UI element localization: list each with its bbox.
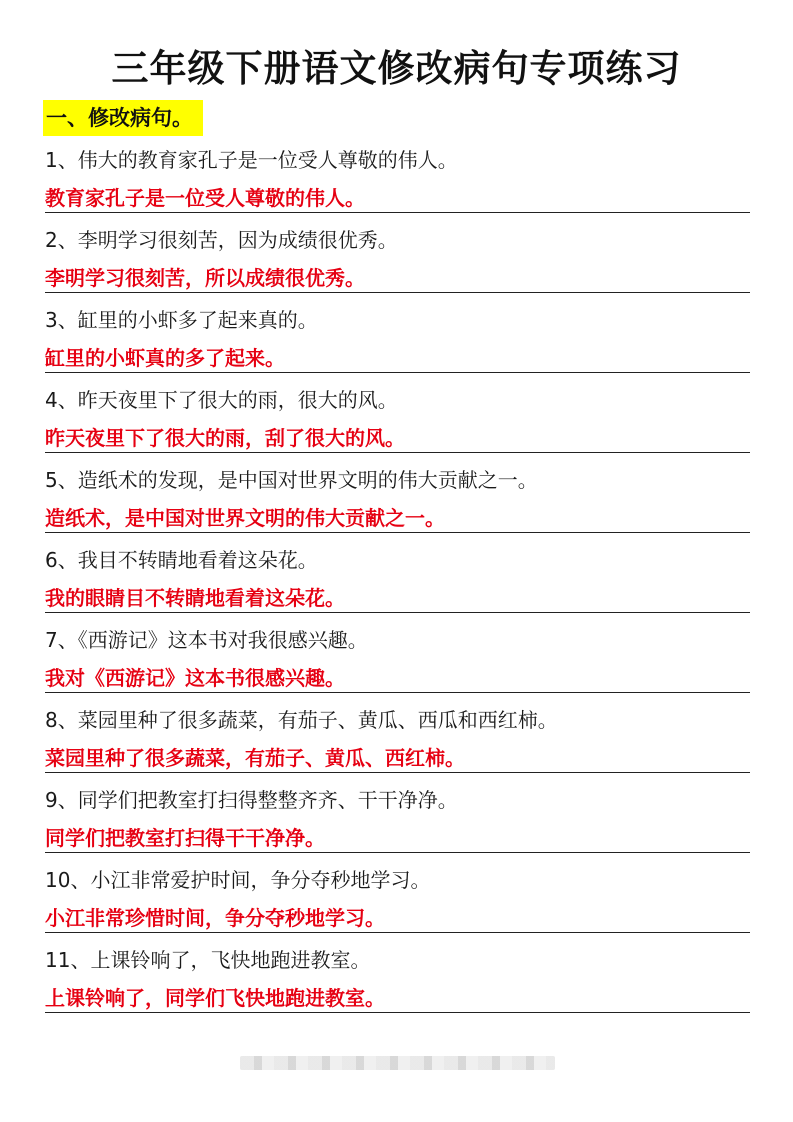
answer-line [45, 532, 750, 533]
exercise-question: 11、上课铃响了，飞快地跑进教室。 [45, 948, 371, 972]
exercise-answer: 菜园里种了很多蔬菜，有茄子、黄瓜、西红柿。 [45, 746, 465, 770]
exercise-answer: 我的眼睛目不转睛地看着这朵花。 [45, 586, 345, 610]
exercise-answer: 李明学习很刻苦，所以成绩很优秀。 [45, 266, 365, 290]
exercise-question: 7、《西游记》这本书对我很感兴趣。 [45, 628, 368, 652]
exercise-item [45, 780, 750, 860]
answer-line [45, 932, 750, 933]
exercise-question: 6、我目不转睛地看着这朵花。 [45, 548, 318, 572]
exercise-item [45, 620, 750, 700]
answer-line [45, 372, 750, 373]
exercise-item [45, 380, 750, 460]
exercise-answer: 同学们把教室打扫得干干净净。 [45, 826, 325, 850]
exercise-answer: 昨天夜里下了很大的雨，刮了很大的风。 [45, 426, 405, 450]
exercise-answer: 小江非常珍惜时间，争分夺秒地学习。 [45, 906, 385, 930]
exercise-item [45, 300, 750, 380]
blurred-footer-watermark [240, 1056, 555, 1070]
exercise-question: 2、李明学习很刻苦，因为成绩很优秀。 [45, 228, 398, 252]
answer-line [45, 212, 750, 213]
exercise-item [45, 460, 750, 540]
exercise-question: 1、伟大的教育家孔子是一位受人尊敬的伟人。 [45, 148, 458, 172]
exercise-item [45, 860, 750, 940]
page-title: 三年级下册语文修改病句专项练习 [111, 47, 682, 90]
exercise-question: 9、同学们把教室打扫得整整齐齐、干干净净。 [45, 788, 458, 812]
exercise-answer: 上课铃响了，同学们飞快地跑进教室。 [45, 986, 385, 1010]
exercise-item [45, 700, 750, 780]
exercise-item [45, 940, 750, 1020]
exercise-item [45, 540, 750, 620]
answer-line [45, 1012, 750, 1013]
answer-line [45, 292, 750, 293]
exercise-question: 5、造纸术的发现，是中国对世界文明的伟大贡献之一。 [45, 468, 538, 492]
answer-line [45, 692, 750, 693]
answer-line [45, 612, 750, 613]
exercise-question: 4、昨天夜里下了很大的雨，很大的风。 [45, 388, 398, 412]
exercise-answer: 缸里的小虾真的多了起来。 [45, 346, 285, 370]
exercise-item [45, 220, 750, 300]
exercise-question: 8、菜园里种了很多蔬菜，有茄子、黄瓜、西瓜和西红柿。 [45, 708, 558, 732]
exercise-answer: 造纸术，是中国对世界文明的伟大贡献之一。 [45, 506, 445, 530]
exercise-answer: 我对《西游记》这本书很感兴趣。 [45, 666, 345, 690]
exercise-list [45, 140, 750, 1020]
exercise-question: 3、缸里的小虾多了起来真的。 [45, 308, 318, 332]
exercise-item [45, 140, 750, 220]
answer-line [45, 852, 750, 853]
exercise-question: 10、小江非常爱护时间，争分夺秒地学习。 [45, 868, 431, 892]
answer-line [45, 772, 750, 773]
section-heading: 一、修改病句。 [43, 100, 203, 136]
exercise-answer: 教育家孔子是一位受人尊敬的伟人。 [45, 186, 365, 210]
answer-line [45, 452, 750, 453]
